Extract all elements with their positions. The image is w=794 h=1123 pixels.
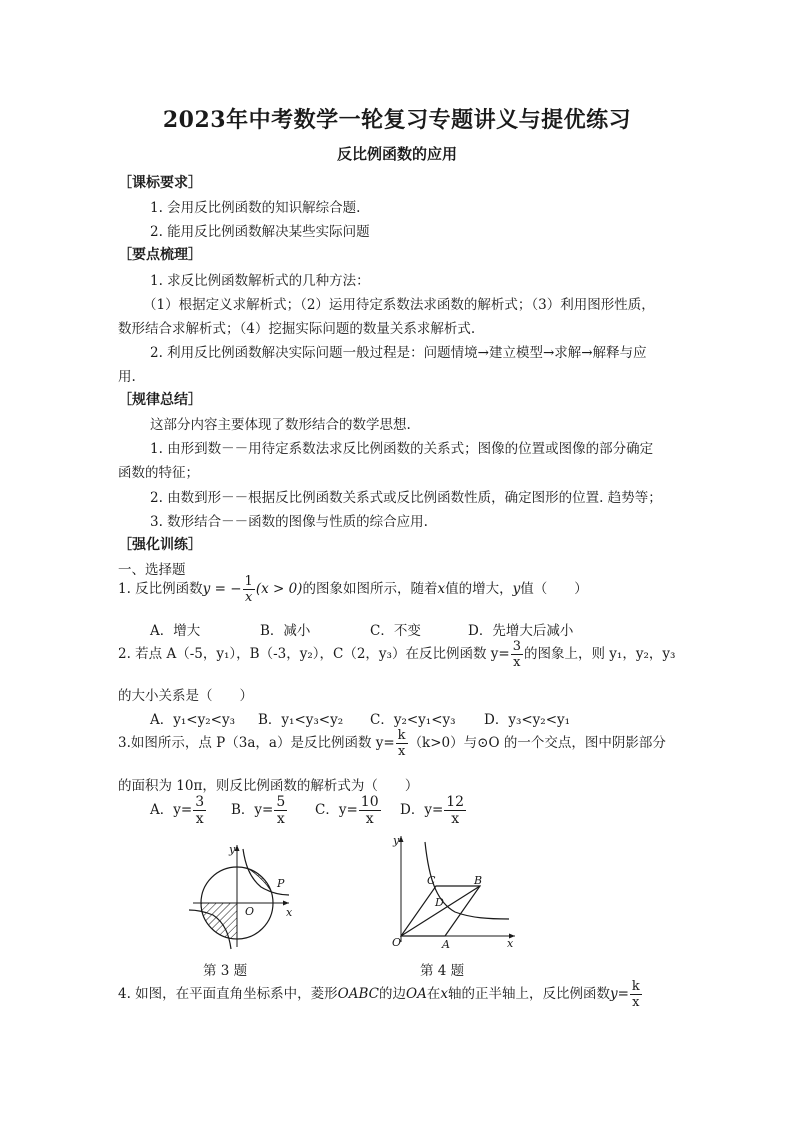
q4-pre: 4. 如图，在平面直角坐标系中，菱形 [118, 986, 338, 1002]
q3-option-c-label: C．y= [315, 802, 358, 818]
yaodian-line-1: 1. 求反比例函数解析式的几种方法： [150, 273, 370, 289]
q3-option-b-label: B．y= [231, 802, 274, 818]
question-3 [118, 729, 666, 758]
q3-post: （k>0）与⊙O 的一个交点，图中阴影部分 [408, 735, 666, 751]
q1-frac-num: 1 [244, 574, 253, 589]
q3-line-2: 的面积为 10π，则反比例函数的解析式为（ ） [118, 778, 419, 794]
yaodian-line-4: 2. 利用反比例函数解决实际问题一般过程是：问题情境→建立模型→求解→解释与应 [150, 345, 647, 361]
q3-option-b-fraction [274, 795, 287, 826]
fig4-caption: 第 4 题 [420, 963, 465, 979]
q2-fraction [511, 640, 523, 669]
q3-option-c-fraction [359, 795, 381, 826]
q2-option-d: D．y₃<y₂<y₁ [484, 712, 571, 728]
q3-option-b [231, 795, 288, 826]
q3-option-d-den: x [451, 811, 460, 827]
q1-yvar: y [512, 581, 521, 597]
q1-option-c: C．不变 [370, 623, 421, 639]
q3-option-b-den: x [276, 811, 285, 827]
figure-4 [385, 830, 520, 950]
q2-pre: 2. 若点 A（-5，y₁），B（-3，y₂），C（2，y₃）在反比例函数 y= [118, 646, 510, 662]
q4-oa: OA [406, 986, 427, 1002]
kebiao-item-2: 2. 能用反比例函数解决某些实际问题 [150, 224, 370, 240]
fig4-label-b: B [474, 874, 483, 887]
q1-option-a: A．增大 [150, 623, 201, 639]
q3-frac-num: k [397, 728, 406, 743]
q3-option-a-den: x [195, 811, 204, 827]
section-heading-qianghua: ［强化训练］ [118, 537, 202, 553]
fig3-x-arrow [283, 901, 289, 906]
q2-option-b: B．y₁<y₃<y₂ [258, 712, 344, 728]
kebiao-item-1: 1. 会用反比例函数的知识解综合题. [150, 200, 361, 216]
fig4-y-arrow [399, 836, 404, 842]
fig4-label-y: y [393, 834, 400, 847]
q3-option-a-fraction [193, 795, 206, 826]
q2-frac-den: x [513, 655, 521, 670]
figure-3 [185, 835, 305, 955]
q1-post3: 值（ ） [520, 581, 588, 597]
q2-option-a: A．y₁<y₂<y₃ [150, 712, 235, 728]
fig4-label-o: O [392, 936, 402, 949]
q3-option-a-num: 3 [195, 794, 205, 810]
section-heading-guilv: ［规律总结］ [118, 392, 202, 408]
guilv-line-1: 这部分内容主要体现了数形结合的数学思想. [150, 417, 411, 433]
yaodian-line-2: （1）根据定义求解析式；（2）运用待定系数法求函数的解析式；（3）利用图形性质， [143, 297, 655, 313]
q4-mid2: 在 [426, 986, 441, 1002]
q2-frac-num: 3 [512, 639, 521, 654]
section-heading-kebiao: ［课标要求］ [118, 175, 202, 191]
q3-pre: 3.如图所示，点 P（3a，a）是反比例函数 y= [118, 735, 395, 751]
q4-mid: 的边 [379, 986, 406, 1002]
q4-fraction [630, 980, 642, 1009]
q1-option-b: B．减小 [260, 623, 311, 639]
fig4-diagonal-ob [401, 886, 480, 936]
yaodian-line-5: 用. [118, 369, 136, 385]
question-4 [118, 980, 643, 1009]
q4-frac-num: k [631, 979, 640, 994]
question-2 [118, 640, 675, 669]
q3-option-d-label: D．y= [400, 802, 444, 818]
document-title: 2023年中考数学一轮复习专题讲义与提优练习 [162, 107, 632, 133]
q4-y: y [609, 986, 618, 1002]
guilv-line-5: 3. 数形结合－－函数的图像与性质的综合应用. [150, 514, 428, 530]
fig4-label-a: A [442, 938, 450, 950]
q3-option-d-fraction [444, 795, 466, 826]
q3-fraction [396, 729, 408, 758]
q1-post: 的图象如图所示，随着 [302, 581, 438, 597]
fig3-label-x: x [286, 906, 293, 919]
document-subtitle: 反比例函数的应用 [336, 145, 457, 163]
q1-eq: = − [210, 581, 242, 597]
fig3-label-y: y [229, 843, 236, 856]
guilv-line-2: 1. 由形到数－－用待定系数法求反比例函数的关系式；图像的位置或图像的部分确定 [150, 441, 654, 457]
q1-cond: (x > 0) [255, 581, 303, 597]
choice-heading: 一、选择题 [118, 562, 186, 578]
fig3-shaded-lens [249, 869, 271, 891]
q4-xvar: x [440, 986, 448, 1002]
q4-oabc: OABC [337, 986, 379, 1002]
q1-option-d: D．先增大后减小 [468, 623, 574, 639]
q1-frac-den: x [245, 590, 253, 605]
guilv-line-4: 2. 由数到形－－根据反比例函数关系式或反比例函数性质，确定图形的位置. 趋势等； [150, 490, 662, 506]
fig3-label-p: P [277, 877, 285, 890]
q2-line-2: 的大小关系是（ ） [118, 688, 253, 704]
q4-mid3: 轴的正半轴上，反比例函数 [447, 986, 610, 1002]
fig4-label-x: x [507, 937, 514, 950]
q2-option-c: C．y₂<y₁<y₃ [370, 712, 456, 728]
q2-post: 的图象上，则 y₁，y₂，y₃ [523, 646, 676, 662]
fig3-label-o: O [245, 905, 255, 918]
fig3-caption: 第 3 题 [203, 963, 248, 979]
q1-y: y [202, 581, 211, 597]
q3-option-a [150, 795, 207, 826]
fig3-y-arrow [235, 845, 240, 851]
section-heading-yaodian: ［要点梳理］ [118, 247, 202, 263]
q3-option-c [315, 795, 382, 826]
q1-post2: 值的增大， [445, 581, 513, 597]
q1-fraction [243, 575, 255, 604]
question-1 [118, 575, 588, 604]
q3-option-a-label: A．y= [150, 802, 193, 818]
q3-option-c-den: x [365, 811, 374, 827]
yaodian-line-3: 数形结合求解析式；（4）挖掘实际问题的数量关系求解析式. [118, 321, 476, 337]
q3-option-b-num: 5 [276, 794, 286, 810]
q3-option-d-num: 12 [446, 794, 465, 810]
q4-frac-den: x [632, 995, 640, 1010]
fig4-label-d: D [435, 896, 444, 909]
q1-pre: 1. 反比例函数 [118, 581, 203, 597]
q3-option-c-num: 10 [360, 794, 379, 810]
guilv-line-3: 函数的特征； [118, 465, 199, 481]
q3-option-d [400, 795, 467, 826]
q3-frac-den: x [397, 744, 406, 759]
q1-xvar: x [437, 581, 446, 597]
fig4-label-c: C [427, 874, 436, 887]
q4-eq: = [617, 986, 629, 1002]
